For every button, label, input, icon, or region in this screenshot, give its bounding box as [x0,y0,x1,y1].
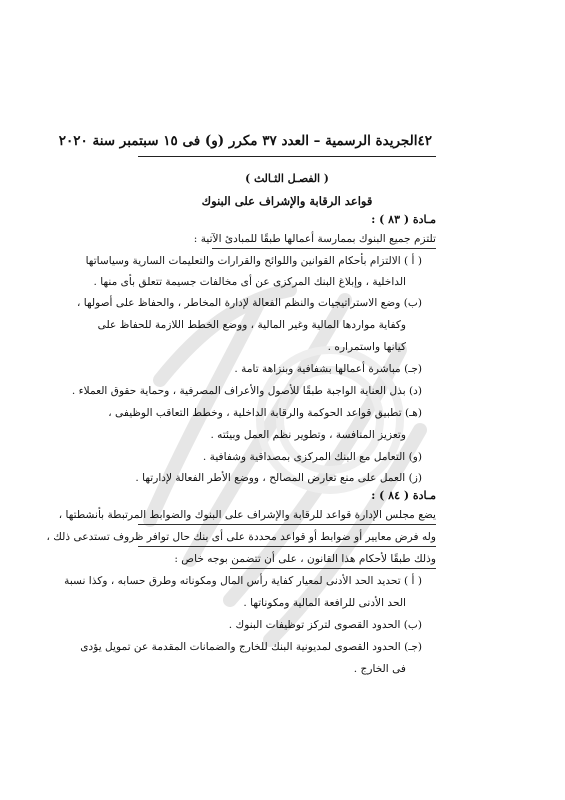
para-underline [138,524,436,525]
publication-info: الجريدة الرسمية – العدد ٣٧ مكرر (و) فى ١٥ سبتمبر سنة ٢٠٢٠ [58,133,418,149]
article-83-line: ( أ ) الالتزام بأحكام القوانين واللوائح والقرارات والتعليمات السارية وسياساتها [85,255,422,267]
article-84-item: فى الخارج . [353,663,406,675]
article-83-line: (هـ) تطبيق قواعد الحوكمة والرقابة الداخلية ، وخطط التعاقب الوظيفى ، [108,407,422,419]
page-header [58,130,432,152]
article-83-line: (د) بذل العناية الواجبة طبقًا للأصول والأعراف المصرفية ، وحماية حقوق العملاء . [71,385,422,397]
header-divider [138,156,436,157]
article-84-para-line: وله فرض معايير أو ضوابط أو قواعد محددة على أى بنك حال توافر ظروف تستدعى ذلك ، [46,531,436,543]
article-83-line: (ب) وضع الاستراتيجيات والنظم الفعالة لإدارة المخاطر ، والحفاظ على أصولها ، [76,297,422,309]
article-84-item: ( أ ) تحديد الحد الأدنى لمعيار كفاية رأس المال ومكوناته وطرق حسابه ، وكذا نسبة [64,575,422,587]
page-number: ٤٢ [417,133,432,149]
article-84-label: مـادة ( ٨٤ ) : [371,489,436,502]
article-83-line: وكفاية مواردها المالية وغير المالية ، ووضع الخطط اللازمة للحفاظ على [97,319,406,331]
article-84-para-line: وذلك طبقًا لأحكام هذا القانون ، على أن تتضمن بوجه خاص : [174,553,436,565]
intro-underline [212,248,436,249]
para-underline [230,568,436,569]
article-83-label: مـادة ( ٨٣ ) : [371,213,436,226]
article-83-intro: تلتزم جميع البنوك بممارسة أعمالها طبقًا للمبادئ الآتية : [193,233,436,245]
article-84-para-line: يضع مجلس الإدارة قواعد للرقابة والإشراف على البنوك والضوابط المرتبطة بأنشطتها ، [58,509,436,521]
article-83-line: (ز) العمل على منع تعارض المصالح ، ووضع الأطر الفعالة لإدارتها . [135,472,422,484]
article-83-line: الداخلية ، وإبلاغ البنك المركزى عن أى مخالفات جسيمة تتعلق بأى منها . [93,276,406,288]
article-83-line: وتعزيز المنافسة ، وتطوير نظم العمل وبيئته . [210,429,406,441]
article-84-item: (جـ) الحدود القصوى لمديونية البنك للخارج والضمانات المقدمة عن تمويل يؤدى [80,641,422,653]
article-83-line: (جـ) مباشرة أعمالها بشفافية وبنزاهة تامة . [234,363,422,375]
chapter-heading: ( الفصـل الثـالث ) [245,172,329,185]
chapter-title: قواعد الرقابة والإشراف على البنوك [201,194,373,208]
article-84-item: (ب) الحدود القصوى لتركز توظيفات البنوك . [228,619,422,631]
article-83-line: كيانها واستمراره . [327,341,406,353]
para-underline [138,546,436,547]
article-84-item: الحد الأدنى للرافعة المالية ومكوناتها . [243,597,406,609]
article-83-line: (و) التعامل مع البنك المركزى بمصداقية وشفافية . [202,451,422,463]
